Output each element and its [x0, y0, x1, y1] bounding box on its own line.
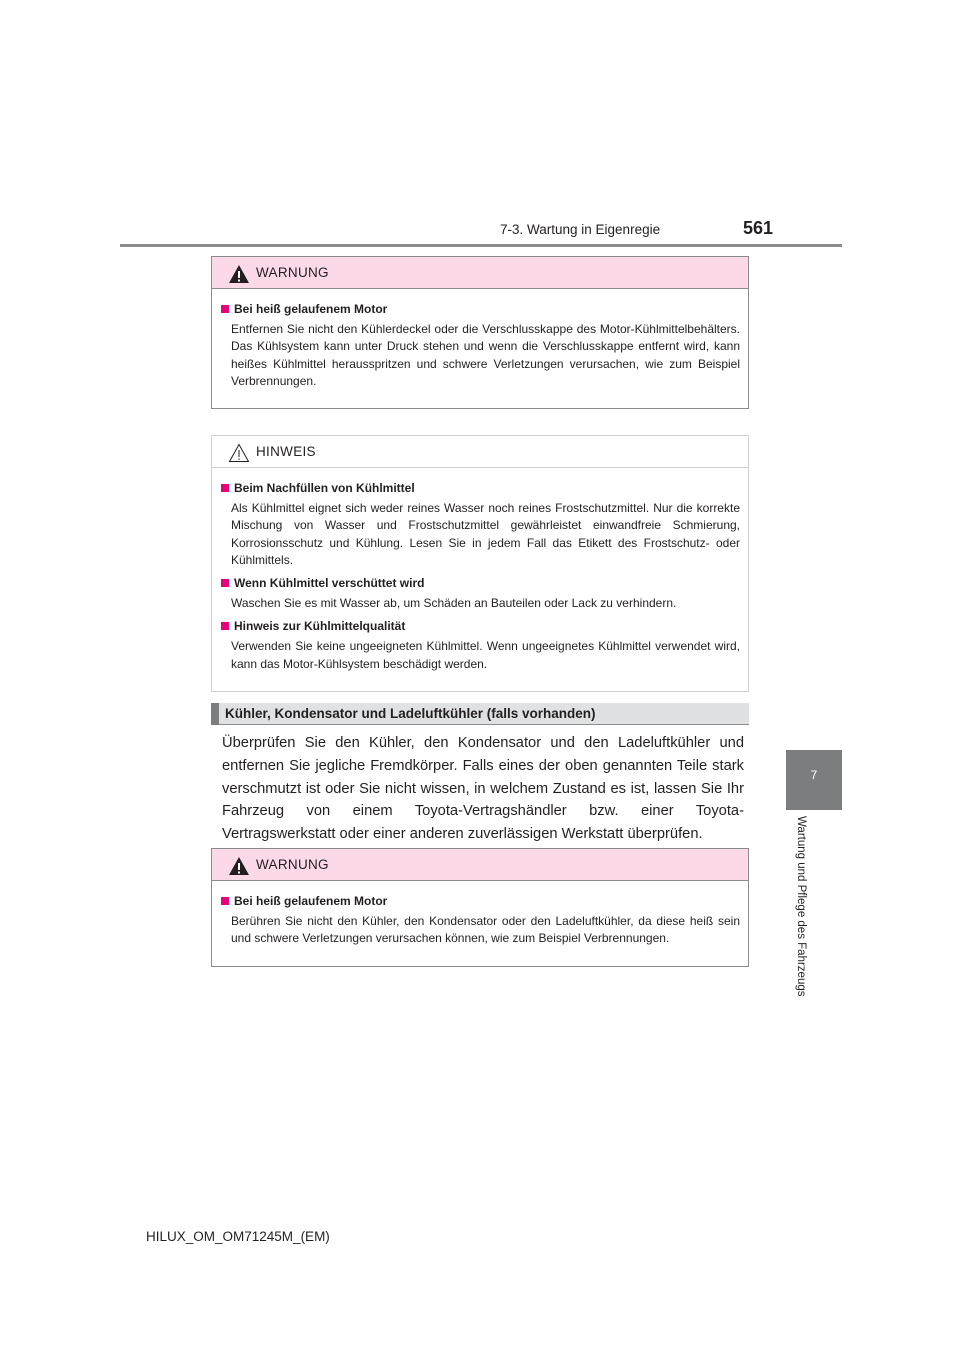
- caution-triangle-icon: [228, 443, 250, 463]
- section-heading-title: Kühler, Kondensator und Ladeluftkühler (falls vorhanden): [225, 706, 596, 721]
- warning-box-radiator: [211, 848, 749, 967]
- header-section-title: 7-3. Wartung in Eigenregie: [500, 222, 661, 237]
- notice-item-title-text: Beim Nachfüllen von Kühlmittel: [234, 481, 415, 495]
- notice-item: [221, 575, 740, 612]
- notice-item-title: [221, 618, 740, 635]
- chapter-title: Wartung und Pflege des Fahrzeugs: [795, 816, 807, 997]
- notice-item-text: Verwenden Sie keine ungeeigneten Kühlmittel. Wenn ungeeignetes Kühlmittel verwendet wird, kann das Motor-Kühlsystem beschädigt werden.: [231, 639, 740, 671]
- warning-item-title: [221, 893, 740, 910]
- warning-label: WARNUNG: [256, 265, 329, 280]
- notice-item-title-text: Wenn Kühlmittel verschüttet wird: [234, 576, 425, 591]
- bullet-square-icon: [221, 622, 229, 630]
- warning-header: [212, 257, 748, 289]
- warning-item-title-text: Bei heiß gelaufenem Motor: [234, 894, 388, 908]
- notice-item-text: Waschen Sie es mit Wasser ab, um Schäden an Bauteilen oder Lack zu verhindern.: [231, 596, 677, 611]
- warning-item-title-text: Bei heiß gelaufenem Motor: [234, 302, 388, 316]
- bullet-square-icon: [221, 484, 229, 492]
- warning-triangle-icon: [228, 856, 250, 876]
- bullet-square-icon: [221, 897, 229, 905]
- notice-box-coolant: [211, 435, 749, 692]
- section-heading-accent: [211, 703, 219, 725]
- notice-item: [221, 480, 740, 569]
- body-paragraph: Überprüfen Sie den Kühler, den Kondensator und den Ladeluftkühler und entfernen Sie jegliche Fremdkörper. Falls eines der oben genannten Teile stark verschmutzt ist oder Sie nicht wissen, in welchem Zustand es ist, lassen Sie Ihr Fahrzeug von einem Toyota-Vertragshändler bzw. einer Toyota-Vertragswerkstatt oder einer anderen zuverlässigen Werkstatt überprüfen.: [222, 735, 744, 843]
- notice-item: [221, 618, 740, 673]
- notice-label: HINWEIS: [256, 444, 316, 459]
- document-id: HILUX_OM_OM71245M_(EM): [146, 1229, 330, 1244]
- notice-item-text: Als Kühlmittel eignet sich weder reines Wasser noch reines Frostschutzmittel. Nur die korrekte Mischung von Wasser und Frostschutzmittel gewährleistet einwandfreie Schmierung, Korrosionsschutz und Kühlung. Lesen Sie in jedem Fall das Etikett des Frostschutz- oder Kühlmittels.: [231, 501, 740, 567]
- warning-item-text: Berühren Sie nicht den Kühler, den Kondensator oder den Ladeluftkühler, da diese heiß sein und schwere Verletzungen verursachen können, wie zum Beispiel Verbrennungen.: [231, 914, 740, 946]
- bullet-square-icon: [221, 305, 229, 313]
- warning-item-title: [221, 301, 740, 318]
- warning-header: [212, 849, 748, 881]
- chapter-number: 7: [810, 768, 818, 782]
- bullet-square-icon: [221, 579, 229, 587]
- warning-triangle-icon: [228, 264, 250, 284]
- warning-item: [221, 893, 740, 948]
- warning-item-text: Entfernen Sie nicht den Kühlerdeckel oder die Verschlusskappe des Motor-Kühlmittelbehälters. Das Kühlsystem kann unter Druck stehen und wenn die Verschlusskappe entfernt wird, kann heißes Kühlmittel herausspritzen und schwere Verletzungen verursachen, wie zum Beispiel Verbrennungen.: [231, 322, 740, 388]
- notice-item-title-text: Hinweis zur Kühlmittelqualität: [234, 619, 406, 634]
- notice-header: [212, 436, 748, 468]
- page-number: 561: [743, 218, 774, 238]
- warning-box-hot-engine: [211, 256, 749, 409]
- section-heading: [211, 703, 749, 725]
- warning-label: WARNUNG: [256, 857, 329, 872]
- notice-item-title: [221, 480, 740, 497]
- warning-body: [212, 289, 748, 408]
- notice-body: [212, 468, 748, 691]
- warning-item: [221, 301, 740, 390]
- warning-body: [212, 881, 748, 966]
- header-divider: [120, 244, 842, 247]
- notice-item-title: [221, 575, 740, 592]
